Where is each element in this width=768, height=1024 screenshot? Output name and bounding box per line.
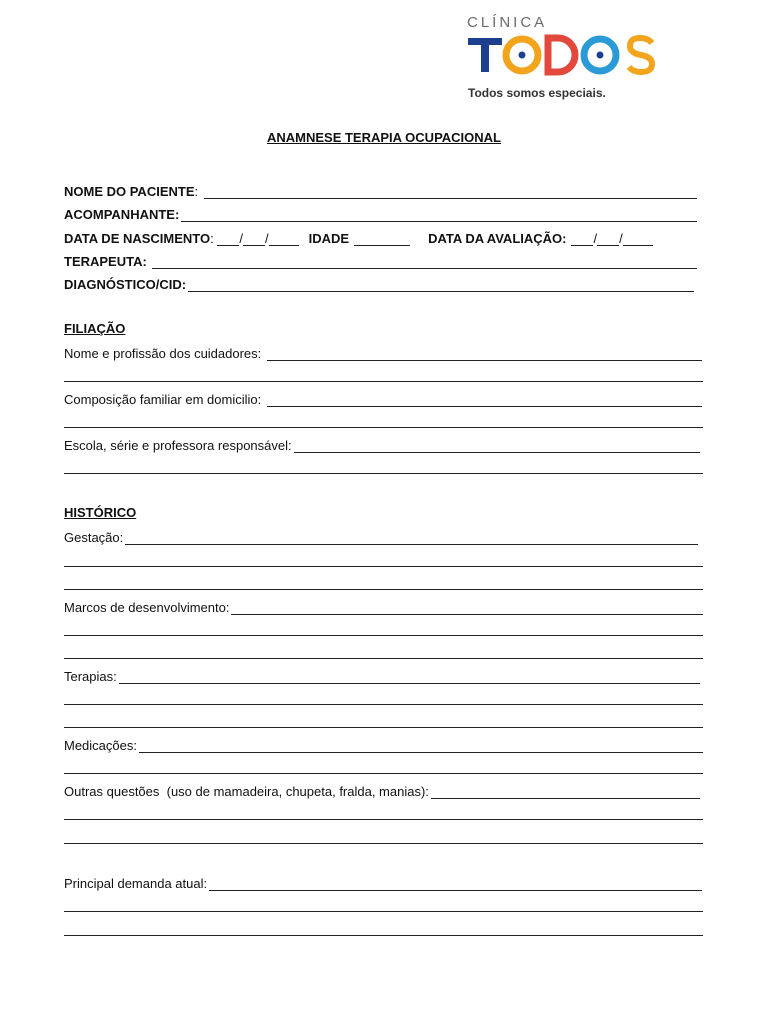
milestones-extra-line-2[interactable] — [64, 658, 703, 659]
school-field[interactable] — [64, 435, 700, 453]
gestation-extra-line-2[interactable] — [64, 589, 703, 590]
evaluation-day-line[interactable] — [571, 231, 593, 246]
evaluation-month-line[interactable] — [597, 231, 619, 246]
patient-name-label: NOME DO PACIENTE — [64, 184, 195, 199]
main-demand-field[interactable] — [64, 873, 702, 891]
history-heading: HISTÓRICO — [64, 505, 137, 520]
family-composition-extra-line[interactable] — [64, 427, 703, 428]
therapist-field[interactable] — [64, 251, 697, 269]
gestation-extra-line-1[interactable] — [64, 566, 703, 567]
caregivers-line[interactable] — [267, 346, 702, 361]
logo-tagline: Todos somos especiais. — [468, 86, 606, 100]
other-issues-extra-line-2[interactable] — [64, 843, 703, 844]
family-composition-label: Composição familiar em domicilio: — [64, 392, 262, 407]
other-issues-field[interactable] — [64, 781, 700, 799]
caregivers-label: Nome e profissão dos cuidadores: — [64, 346, 262, 361]
companion-line[interactable] — [181, 207, 697, 222]
medications-field[interactable] — [64, 735, 703, 753]
main-demand-line[interactable] — [209, 876, 702, 891]
filiation-heading: FILIAÇÃO — [64, 321, 126, 336]
milestones-label: Marcos de desenvolvimento: — [64, 600, 230, 615]
therapies-extra-line-1[interactable] — [64, 704, 703, 705]
birth-date-label: DATA DE NASCIMENTO — [64, 231, 211, 246]
therapies-label: Terapias: — [64, 669, 117, 684]
patient-name-field[interactable]: NOME DO PACIENTE : — [64, 181, 697, 199]
birth-day-line[interactable] — [217, 231, 239, 246]
birth-month-line[interactable] — [243, 231, 265, 246]
school-line[interactable] — [294, 438, 700, 453]
logo-todos-wordmark — [466, 34, 661, 86]
school-label: Escola, série e professora responsável: — [64, 438, 292, 453]
other-issues-line[interactable] — [431, 784, 700, 799]
other-issues-label: Outras questões (uso de mamadeira, chupeta, fralda, manias): — [64, 784, 429, 799]
school-extra-line[interactable] — [64, 473, 703, 474]
birth-year-line[interactable] — [269, 231, 299, 246]
therapist-line[interactable] — [152, 254, 697, 269]
gestation-line[interactable] — [125, 530, 698, 545]
diagnosis-line[interactable] — [188, 277, 694, 292]
milestones-field[interactable] — [64, 597, 703, 615]
evaluation-date-label: DATA DA AVALIAÇÃO: — [428, 231, 567, 246]
diagnosis-label: DIAGNÓSTICO/CID: — [64, 277, 187, 292]
medications-line[interactable] — [139, 738, 703, 753]
dates-row: DATA DE NASCIMENTO : / / IDADE DATA DA AVALIAÇÃO: / / — [64, 228, 704, 246]
caregivers-extra-line[interactable] — [64, 381, 703, 382]
family-composition-line[interactable] — [267, 392, 702, 407]
therapist-label: TERAPEUTA: — [64, 254, 147, 269]
evaluation-year-line[interactable] — [623, 231, 653, 246]
milestones-line[interactable] — [231, 600, 703, 615]
therapies-line[interactable] — [119, 669, 700, 684]
patient-name-line[interactable] — [204, 184, 697, 199]
therapies-field[interactable] — [64, 666, 700, 684]
age-line[interactable] — [354, 231, 410, 246]
other-issues-extra-line-1[interactable] — [64, 819, 703, 820]
milestones-extra-line-1[interactable] — [64, 635, 703, 636]
main-demand-extra-line-1[interactable] — [64, 911, 703, 912]
companion-field[interactable] — [64, 204, 697, 222]
medications-label: Medicações: — [64, 738, 137, 753]
document-title: ANAMNESE TERAPIA OCUPACIONAL — [266, 130, 501, 145]
gestation-label: Gestação: — [64, 530, 124, 545]
medications-extra-line[interactable] — [64, 773, 703, 774]
gestation-field[interactable] — [64, 527, 698, 545]
clinic-logo — [466, 14, 666, 104]
age-label: IDADE — [308, 231, 350, 246]
caregivers-field[interactable] — [64, 343, 702, 361]
companion-label: ACOMPANHANTE: — [64, 207, 180, 222]
therapies-extra-line-2[interactable] — [64, 727, 703, 728]
family-composition-field[interactable] — [64, 389, 702, 407]
logo-clinica-text: CLÍNICA — [467, 14, 548, 31]
main-demand-extra-line-2[interactable] — [64, 935, 703, 936]
diagnosis-field[interactable] — [64, 274, 694, 292]
main-demand-label: Principal demanda atual: — [64, 876, 208, 891]
